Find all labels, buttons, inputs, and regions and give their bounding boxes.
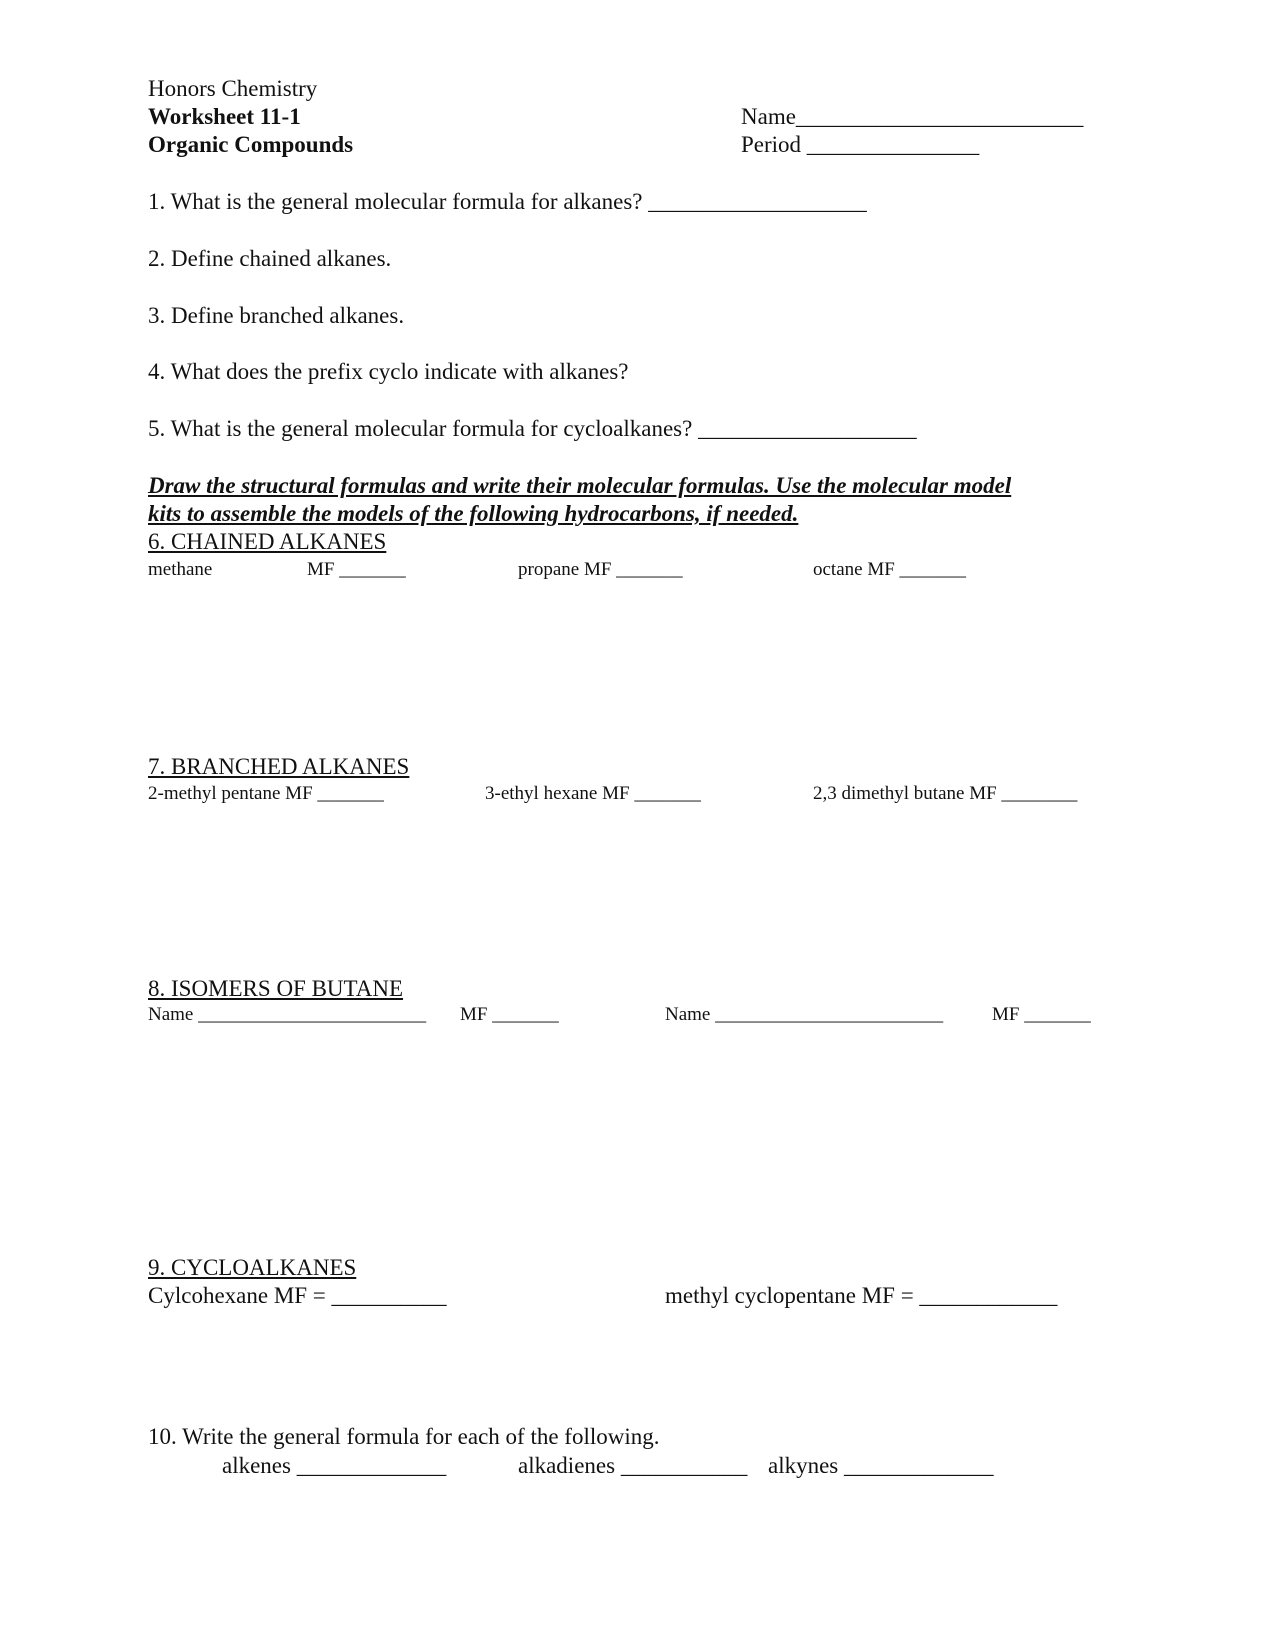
question-1: 1. What is the general molecular formula for alkanes? ___________________ xyxy=(148,189,867,214)
3-ethyl-hexane-mf-field[interactable]: 3-ethyl hexane MF _______ xyxy=(485,783,701,804)
question-3: 3. Define branched alkanes. xyxy=(148,303,405,328)
methane-mf-field[interactable]: MF _______ xyxy=(307,559,406,580)
methane-label: methane xyxy=(148,559,213,580)
course-title: Honors Chemistry xyxy=(148,76,318,101)
alkenes-formula-field[interactable]: alkenes _____________ xyxy=(222,1453,447,1478)
cyclohexane-mf-field[interactable]: Cylcohexane MF = __________ xyxy=(148,1283,447,1308)
alkynes-formula-field[interactable]: alkynes _____________ xyxy=(768,1453,994,1478)
question-2: 2. Define chained alkanes. xyxy=(148,246,392,271)
section-8-title: 8. ISOMERS OF BUTANE xyxy=(148,976,404,1001)
methyl-cyclopentane-mf-field[interactable]: methyl cyclopentane MF = ____________ xyxy=(665,1283,1058,1308)
propane-mf-field[interactable]: propane MF _______ xyxy=(518,559,683,580)
dimethyl-butane-mf-field[interactable]: 2,3 dimethyl butane MF ________ xyxy=(813,783,1078,804)
alkadienes-formula-field[interactable]: alkadienes ___________ xyxy=(518,1453,748,1478)
octane-mf-field[interactable]: octane MF _______ xyxy=(813,559,967,580)
period-field[interactable]: Period _______________ xyxy=(741,132,980,157)
section-10-title: 10. Write the general formula for each of the following. xyxy=(148,1424,660,1449)
worksheet-number: Worksheet 11-1 xyxy=(148,104,301,129)
isomer-1-mf-field[interactable]: MF _______ xyxy=(460,1004,559,1025)
worksheet-topic: Organic Compounds xyxy=(148,132,354,157)
section-7-title: 7. BRANCHED ALKANES xyxy=(148,754,410,779)
name-field[interactable]: Name_________________________ xyxy=(741,104,1084,129)
2-methyl-pentane-mf-field[interactable]: 2-methyl pentane MF _______ xyxy=(148,783,384,804)
isomer-2-name-field[interactable]: Name ________________________ xyxy=(665,1004,944,1025)
instructions-line-1: Draw the structural formulas and write their molecular formulas. Use the molecular model xyxy=(148,473,1012,498)
isomer-2-mf-field[interactable]: MF _______ xyxy=(992,1004,1091,1025)
question-4: 4. What does the prefix cyclo indicate with alkanes? xyxy=(148,359,629,384)
question-5: 5. What is the general molecular formula for cycloalkanes? ___________________ xyxy=(148,416,917,441)
section-6-title: 6. CHAINED ALKANES xyxy=(148,529,387,554)
instructions-line-2: kits to assemble the models of the following hydrocarbons, if needed. xyxy=(148,501,799,526)
isomer-1-name-field[interactable]: Name ________________________ xyxy=(148,1004,427,1025)
section-9-title: 9. CYCLOALKANES xyxy=(148,1255,357,1280)
